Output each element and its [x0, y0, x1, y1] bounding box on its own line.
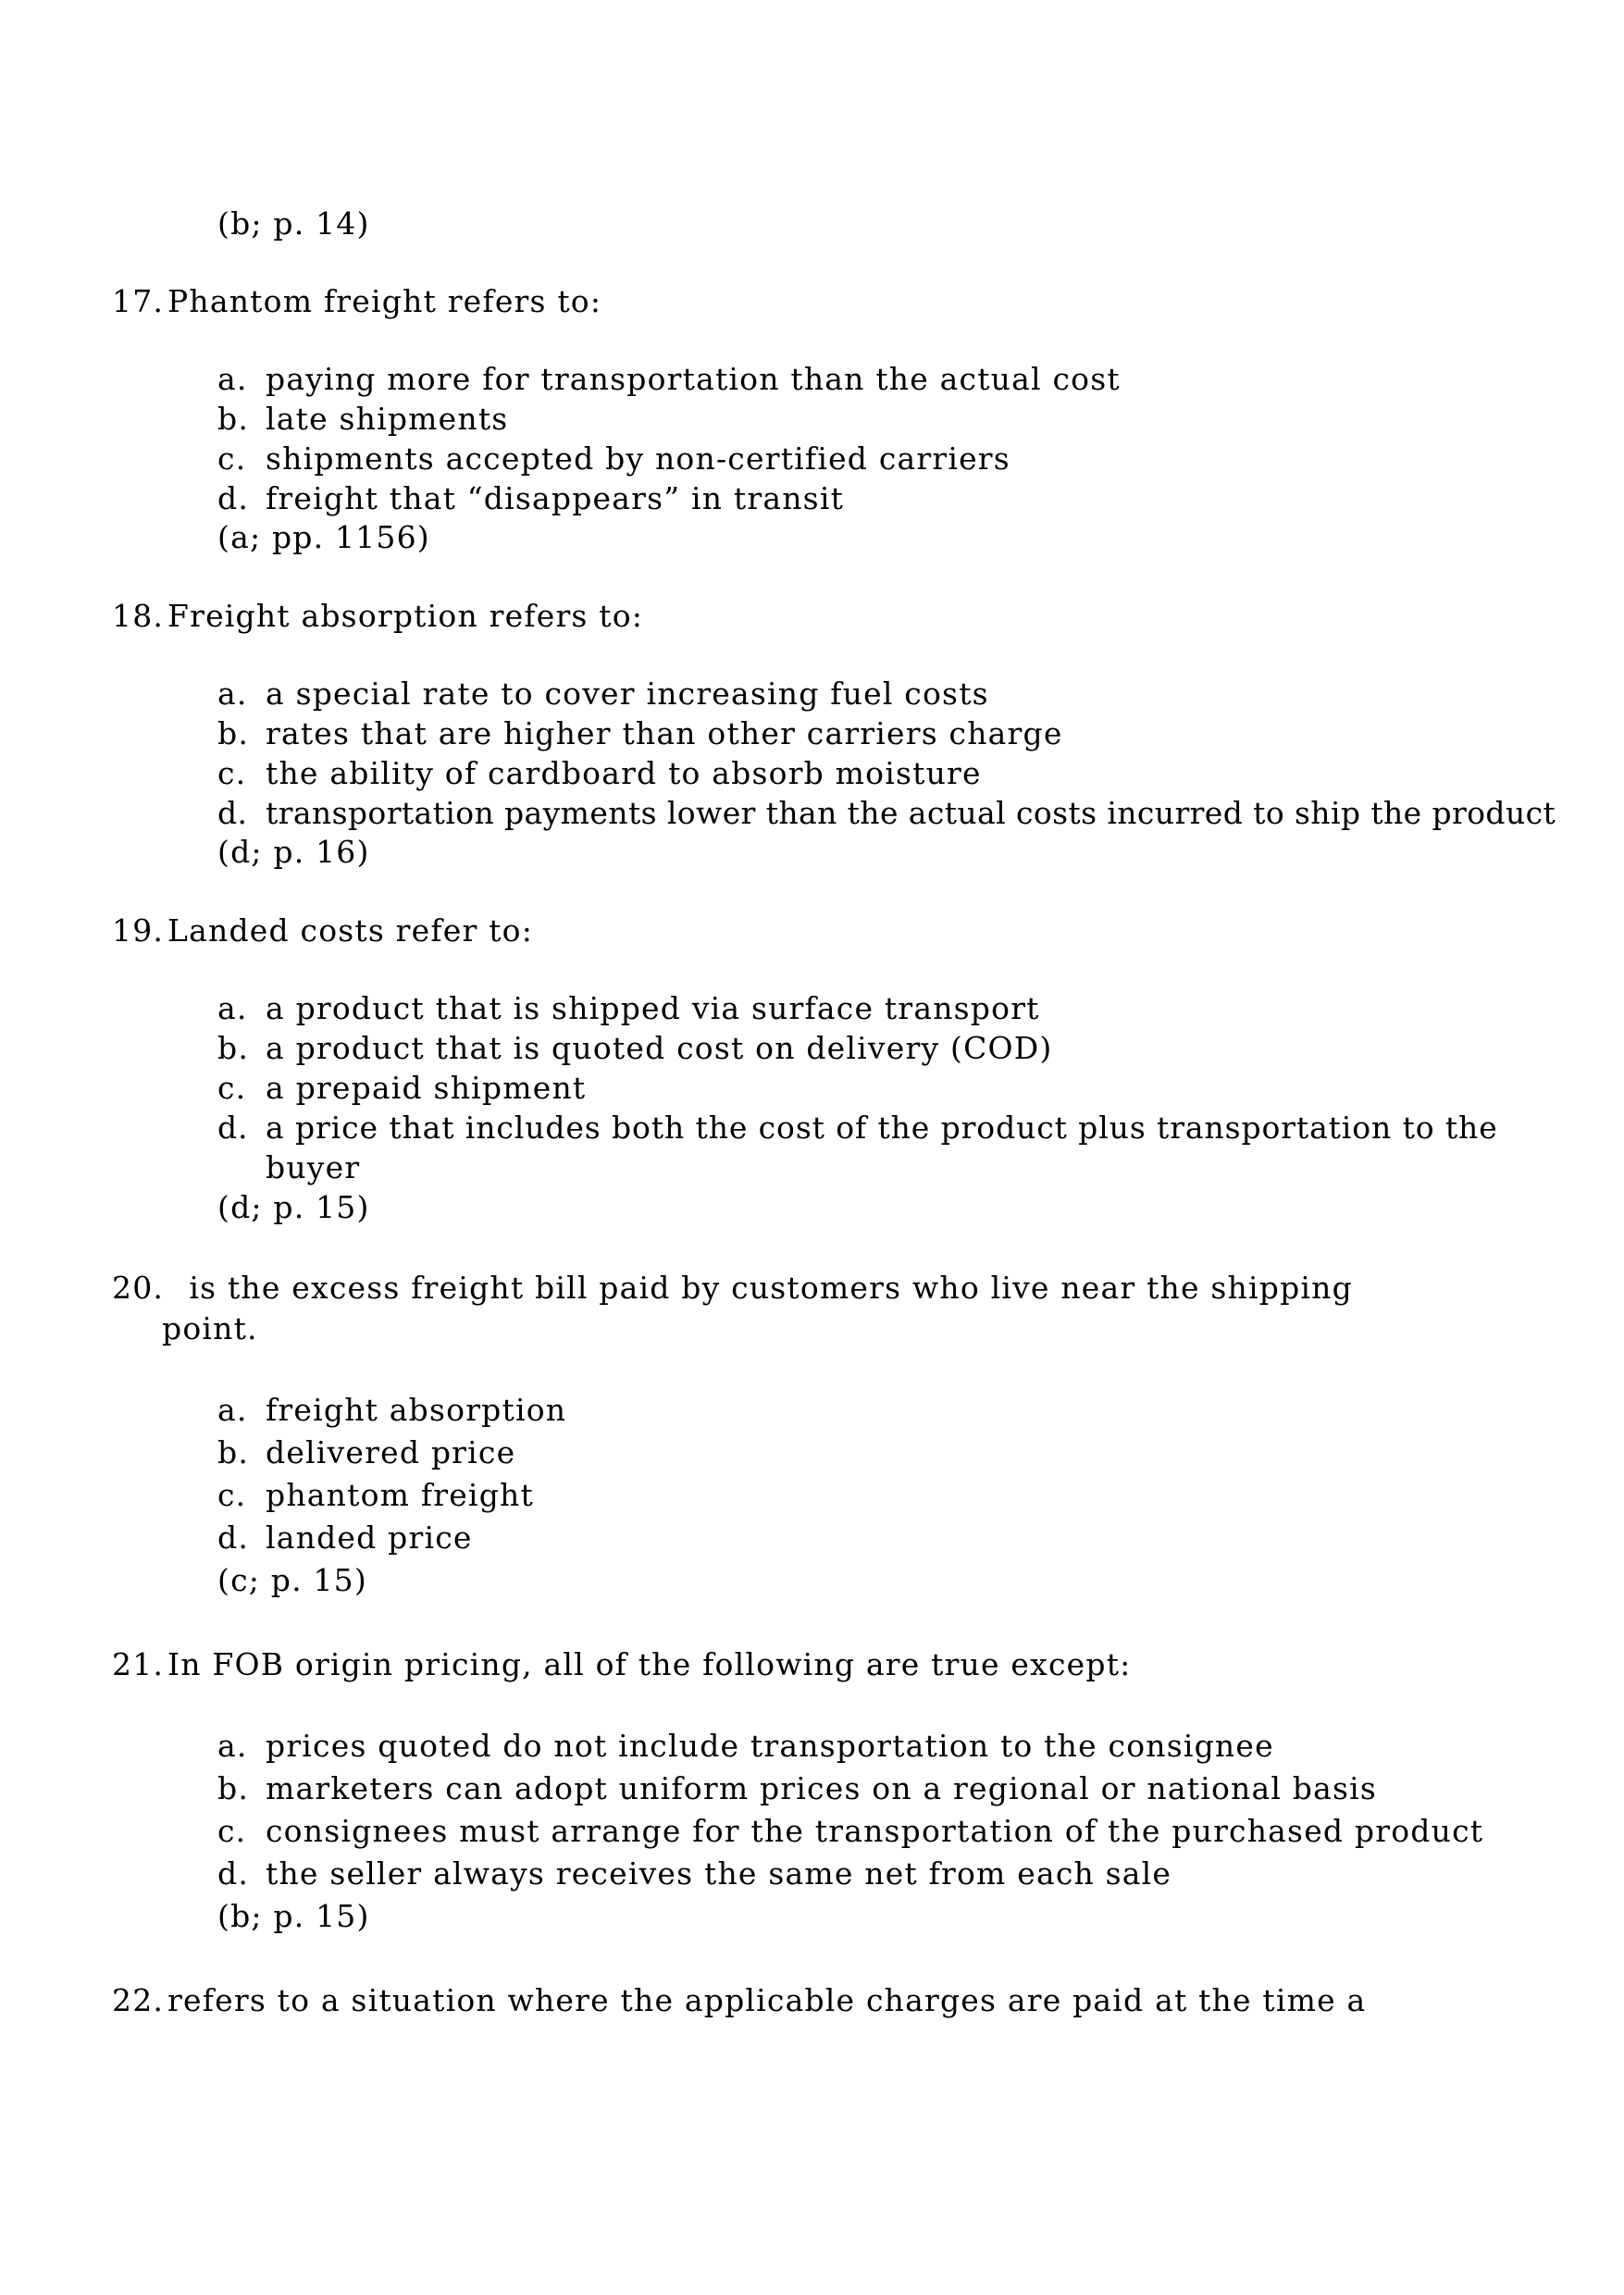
option-letter: d.: [217, 1520, 250, 1556]
option-letter: c.: [217, 1070, 247, 1106]
previous-answer: (b; p. 14): [217, 205, 370, 242]
option-letter: a.: [217, 1728, 248, 1764]
question-number: 19.: [112, 912, 165, 949]
option-text: consignees must arrange for the transportation of the purchased product: [266, 1813, 1484, 1849]
question-19: [112, 912, 533, 949]
option-text: a product that is shipped via surface transport: [266, 990, 1040, 1026]
option-text: freight that “disappears” in transit: [266, 480, 845, 516]
question-text: In FOB origin pricing, all of the following are true except:: [167, 1646, 1132, 1682]
option-text: a special rate to cover increasing fuel costs: [266, 676, 989, 712]
option-text: transportation payments lower than the actual costs incurred to ship the product: [266, 795, 1556, 831]
option-20d: [217, 1520, 473, 1557]
option-18c: [217, 755, 982, 792]
option-text: a prepaid shipment: [266, 1070, 587, 1106]
answer-18: (d; p. 16): [217, 834, 370, 870]
option-19a: [217, 990, 1040, 1027]
option-letter: d.: [217, 480, 250, 516]
question-text: Phantom freight refers to:: [167, 283, 602, 319]
option-text: paying more for transportation than the actual cost: [266, 361, 1121, 397]
question-21: [112, 1646, 1131, 1683]
option-19d: [217, 1110, 1498, 1147]
option-21b: [217, 1770, 1377, 1807]
option-20c: [217, 1477, 534, 1514]
option-text: delivered price: [266, 1434, 516, 1470]
question-20-continuation: point.: [162, 1310, 258, 1346]
option-text: a price that includes both the cost of the product plus transportation to the: [266, 1110, 1498, 1146]
option-18a: [217, 676, 989, 713]
option-19c: [217, 1070, 586, 1107]
option-text: shipments accepted by non-certified carriers: [266, 440, 1010, 477]
option-letter: a.: [217, 1392, 248, 1428]
option-letter: c.: [217, 1813, 247, 1849]
option-letter: d.: [217, 795, 248, 831]
option-text: marketers can adopt uniform prices on a regional or national basis: [266, 1770, 1378, 1806]
option-19d-continuation: buyer: [266, 1149, 361, 1185]
option-18b: [217, 715, 1063, 752]
option-text: a product that is quoted cost on delivery (COD): [266, 1030, 1053, 1066]
option-text: the seller always receives the same net from each sale: [266, 1855, 1172, 1892]
question-text: is the excess freight bill paid by customers who live near the shipping: [167, 1270, 1353, 1306]
question-number: 18.: [112, 598, 165, 634]
question-text: refers to a situation where the applicable charges are paid at the time a: [167, 1982, 1367, 2018]
answer-19: (d; p. 15): [217, 1189, 370, 1225]
option-letter: b.: [217, 1434, 250, 1470]
option-letter: a.: [217, 361, 248, 397]
answer-17: (a; pp. 1156): [217, 519, 430, 555]
question-number: 17.: [112, 283, 165, 319]
option-letter: a.: [217, 676, 248, 712]
question-18: [112, 598, 643, 635]
option-letter: b.: [217, 1770, 250, 1806]
question-22: [112, 1982, 1366, 2019]
option-text: phantom freight: [266, 1477, 534, 1513]
option-letter: c.: [217, 755, 247, 791]
question-20: [112, 1270, 1353, 1307]
question-text: Freight absorption refers to:: [167, 598, 644, 634]
option-17a: [217, 361, 1121, 398]
option-letter: d.: [217, 1855, 250, 1892]
option-text: landed price: [266, 1520, 473, 1556]
option-text: late shipments: [266, 401, 509, 437]
option-letter: c.: [217, 440, 247, 477]
option-text: rates that are higher than other carriers charge: [266, 715, 1063, 751]
option-letter: b.: [217, 401, 250, 437]
question-text: Landed costs refer to:: [167, 912, 534, 949]
option-18d: [217, 795, 1556, 832]
question-number: 20.: [112, 1270, 165, 1306]
option-letter: b.: [217, 1030, 250, 1066]
option-letter: a.: [217, 990, 248, 1026]
option-19b: [217, 1030, 1053, 1067]
option-text: freight absorption: [266, 1392, 567, 1428]
option-20b: [217, 1434, 515, 1471]
option-letter: b.: [217, 715, 250, 751]
option-21a: [217, 1728, 1274, 1765]
option-letter: d.: [217, 1110, 249, 1146]
option-text: the ability of cardboard to absorb moisture: [266, 755, 982, 791]
option-21c: [217, 1813, 1483, 1850]
option-21d: [217, 1855, 1172, 1892]
option-letter: c.: [217, 1477, 247, 1513]
question-17: [112, 283, 601, 320]
option-20a: [217, 1392, 566, 1429]
option-17d: [217, 480, 844, 517]
question-number: 21.: [112, 1646, 165, 1682]
option-text: prices quoted do not include transportation to the consignee: [266, 1728, 1274, 1764]
answer-21: (b; p. 15): [217, 1898, 370, 1934]
option-17c: [217, 440, 1010, 478]
question-number: 22.: [112, 1982, 165, 2018]
answer-20: (c; p. 15): [217, 1562, 367, 1598]
option-17b: [217, 401, 508, 438]
